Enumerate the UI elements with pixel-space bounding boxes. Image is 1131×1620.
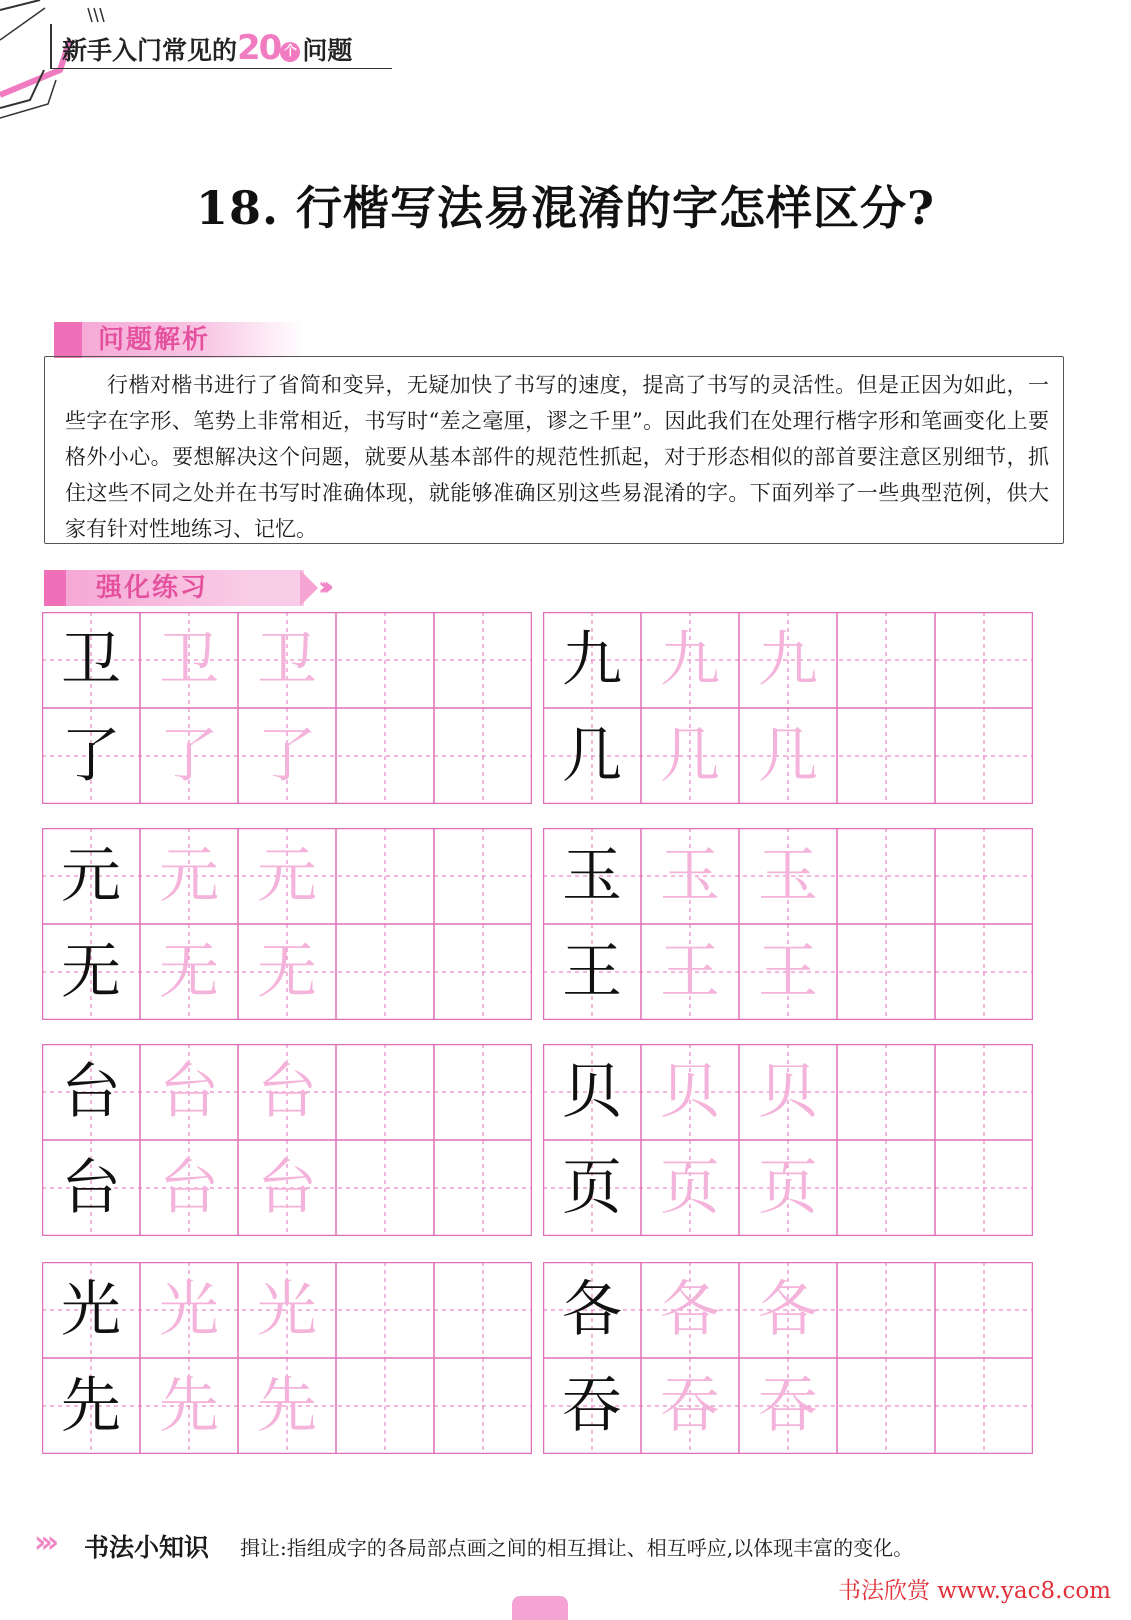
trace-character: 王 [758, 937, 818, 1007]
trace-character: 九 [660, 625, 720, 695]
model-character: 九 [562, 625, 622, 695]
trace-character: 无 [257, 937, 317, 1007]
model-character: 了 [61, 721, 121, 791]
model-character: 元 [61, 841, 121, 911]
trace-character: 贝 [660, 1057, 720, 1127]
trace-character: 光 [159, 1275, 219, 1345]
trace-character: 元 [159, 841, 219, 911]
watermark: 书法欣赏 www.yac8.com [837, 1578, 1111, 1604]
header-suffix: 问题 [302, 36, 353, 65]
trace-character: 了 [159, 721, 219, 791]
analysis-label-text: 问题解析 [98, 325, 211, 355]
tip-title: 书法小知识 [84, 1533, 210, 1562]
header-prefix: 新手入门常见的 [62, 36, 238, 65]
model-character: 台 [61, 1057, 121, 1127]
trace-character: 吞 [758, 1371, 818, 1441]
trace-character: 各 [660, 1275, 720, 1345]
model-character: 王 [562, 937, 622, 1007]
model-character: 先 [61, 1371, 121, 1441]
page-title: 18. 行楷写法易混淆的字怎样区分? [196, 181, 935, 235]
model-character: 页 [562, 1153, 622, 1223]
model-character: 吞 [562, 1371, 622, 1441]
practice-grid [543, 1262, 1033, 1454]
analysis-paragraph: 行楷对楷书进行了省简和变异，无疑加快了书写的速度，提高了书写的灵活性。但是正因为如此，一些字在字形、笔势上非常相近，书写时“差之毫厘，谬之千里”。因此我们在处理行楷字形和笔画变化上要格外小心。要想解决这个问题，就要从基本部件的规范性抓起，对于形态相似的部首要注意区别细节，抓住这些不同之处并在书写时准确体现，就能够准确区别这些易混淆的字。下面列举了一些典型范例，供大家有针对性地练习、记忆。 [65, 373, 1049, 541]
model-character: 贝 [562, 1057, 622, 1127]
chevron-right-icon: ››› [318, 572, 327, 602]
header-number: 20 [237, 28, 281, 68]
model-character: 卫 [61, 625, 121, 695]
trace-character: 几 [660, 721, 720, 791]
practice-grid [42, 828, 532, 1020]
practice-grid [543, 612, 1033, 804]
trace-character: 无 [159, 937, 219, 1007]
trace-character: 几 [758, 721, 818, 791]
practice-grid [543, 1044, 1033, 1236]
trace-character: 台 [159, 1153, 219, 1223]
trace-character: 玉 [758, 841, 818, 911]
practice-label-text: 强化练习 [96, 573, 209, 603]
model-character: 玉 [562, 841, 622, 911]
trace-character: 卫 [257, 625, 317, 695]
practice-grid [42, 612, 532, 804]
trace-character: 页 [758, 1153, 818, 1223]
model-character: 台 [61, 1153, 121, 1223]
trace-character: 各 [758, 1275, 818, 1345]
trace-character: 光 [257, 1275, 317, 1345]
model-character: 无 [61, 937, 121, 1007]
chevron-right-icon: ››› [34, 1525, 54, 1560]
practice-section-label [44, 570, 304, 606]
practice-grid [543, 828, 1033, 1020]
trace-character: 先 [159, 1371, 219, 1441]
trace-character: 九 [758, 625, 818, 695]
trace-character: 贝 [758, 1057, 818, 1127]
trace-character: 玉 [660, 841, 720, 911]
running-header [62, 28, 352, 68]
page-number-tab [512, 1596, 568, 1620]
trace-character: 王 [660, 937, 720, 1007]
trace-character: 页 [660, 1153, 720, 1223]
trace-character: 吞 [660, 1371, 720, 1441]
model-character: 光 [61, 1275, 121, 1345]
model-character: 各 [562, 1275, 622, 1345]
analysis-section-label [54, 322, 304, 358]
trace-character: 台 [159, 1057, 219, 1127]
practice-grid [42, 1262, 532, 1454]
trace-character: 先 [257, 1371, 317, 1441]
trace-character: 台 [257, 1057, 317, 1127]
header-counter: 个 [280, 42, 300, 62]
model-character: 几 [562, 721, 622, 791]
tip-text: 揖让:指组成字的各局部点画之间的相互揖让、相互呼应,以体现丰富的变化。 [240, 1536, 914, 1560]
analysis-box [44, 356, 1064, 544]
practice-grid [42, 1044, 532, 1236]
trace-character: 元 [257, 841, 317, 911]
practice-label-arrow [300, 570, 318, 606]
trace-character: 台 [257, 1153, 317, 1223]
trace-character: 卫 [159, 625, 219, 695]
trace-character: 了 [257, 721, 317, 791]
